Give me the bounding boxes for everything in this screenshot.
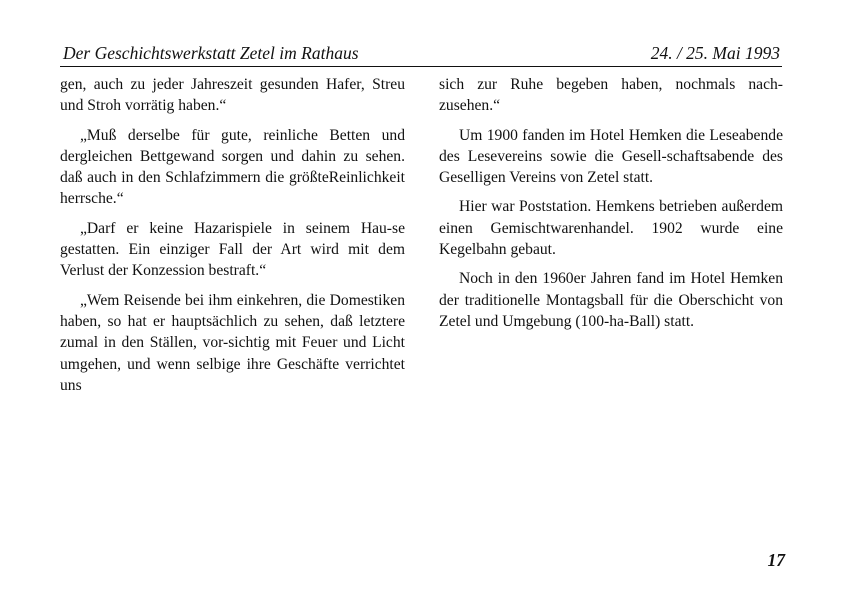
paragraph: gen, auch zu jeder Jahreszeit gesunden Hafer, Streu und Stroh vorrätig haben.“ xyxy=(60,76,405,115)
paragraph: Hier war Poststation. Hemkens betrieben außerdem einen Gemischtwarenhandel. 1902 wurde eine Kegelbahn gebaut. xyxy=(439,198,783,259)
paragraph: „Darf er keine Hazarispiele in seinem Hau-se gestatten. Ein einziger Fall der Art wird mit dem Verlust der Konzession bestraft.“ xyxy=(60,219,405,280)
header-date: 24. / 25. Mai 1993 xyxy=(650,43,780,63)
paragraph: sich zur Ruhe begeben haben, nochmals nach-zusehen.“ xyxy=(439,76,783,115)
text-column-right xyxy=(439,74,783,340)
text-column-left xyxy=(60,74,405,404)
header-rule xyxy=(60,66,782,67)
header-title: Der Geschichtswerkstatt Zetel im Rathaus xyxy=(63,43,359,63)
paragraph: „Wem Reisende bei ihm einkehren, die Domestiken haben, so hat er hauptsächlich zu sehen, daß letztere zumal in den Ställen, vor-sichtig mit Feuer und Licht umgehen, und wenn selbige ihre Geschäfte verrichtet uns xyxy=(60,291,405,394)
paragraph: Noch in den 1960er Jahren fand im Hotel Hemken der traditionelle Montagsball für die Oberschicht von Zetel und Umgebung (100-ha-Ball) statt. xyxy=(439,270,783,330)
paragraph: „Muß derselbe für gute, reinliche Betten und dergleichen Bettgewand sorgen und dahin zu sehen. daß auch in den Schlafzimmern die größteReinlichkeit herrsche.“ xyxy=(60,126,405,208)
paragraph: Um 1900 fanden im Hotel Hemken die Leseabende des Lesevereins sowie die Gesell-schaftsabende des Geselligen Vereins von Zetel statt. xyxy=(439,126,783,187)
page-number: 17 xyxy=(767,550,785,570)
running-header xyxy=(60,42,782,64)
